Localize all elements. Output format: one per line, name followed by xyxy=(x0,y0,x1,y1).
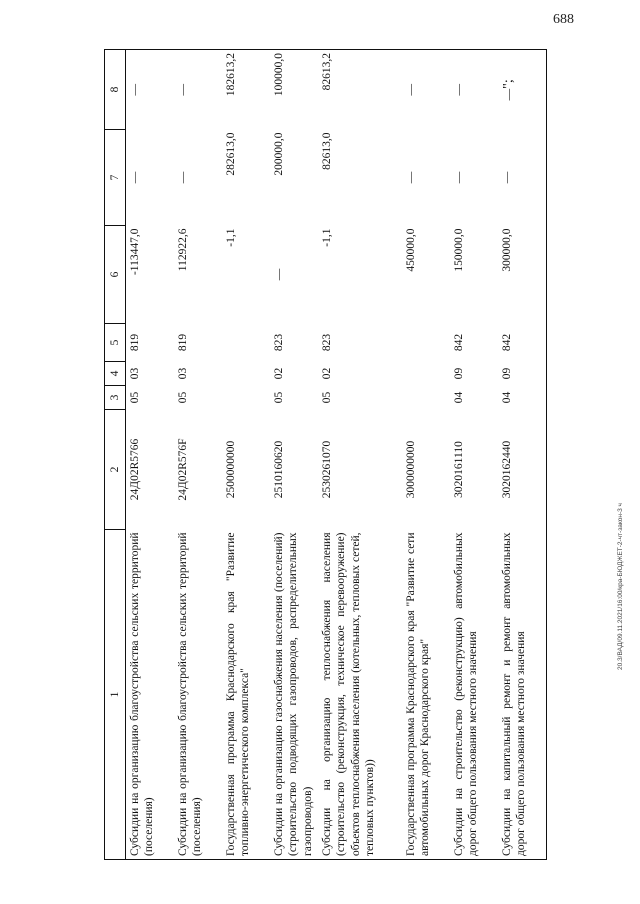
section-code: 05 xyxy=(129,391,141,404)
amount-col7: — xyxy=(498,130,547,226)
amount-col6: — xyxy=(273,268,285,281)
target-code: 2510160620 xyxy=(273,440,285,499)
column-header: 4 xyxy=(105,362,126,386)
page-number: 688 xyxy=(553,12,574,27)
subsection-code xyxy=(402,362,450,386)
section-code: 05 xyxy=(321,391,333,404)
section-code: 05 xyxy=(177,391,189,404)
amount-col7: — xyxy=(177,171,189,184)
table-container xyxy=(104,50,544,860)
amount-col8: 182613,2 xyxy=(222,50,270,130)
section-code xyxy=(402,386,450,410)
amount-col8: 82613,2 xyxy=(318,50,402,130)
amount-col8: — xyxy=(450,50,498,130)
amount-col8: — xyxy=(126,50,175,130)
ministry-code: 842 xyxy=(498,324,547,362)
amount-col7: 282613,0 xyxy=(225,132,237,176)
row-description: Государственная программа Краснодарского края "Развитие сети автомобильных дорог Краснодарского края" xyxy=(402,530,450,860)
table-row xyxy=(126,50,175,860)
amount-col7: — xyxy=(405,171,417,184)
row-description: Субсидии на организацию благоустройства сельских территорий (поселения) xyxy=(174,530,222,860)
amount-col7: 82613,0 xyxy=(321,132,333,170)
section-code: 05 xyxy=(273,391,285,404)
target-code: 3000000000 xyxy=(405,440,417,499)
table-row xyxy=(222,50,270,860)
target-code: 2500000000 xyxy=(225,440,237,499)
column-header: 6 xyxy=(105,226,126,324)
table-row xyxy=(318,50,402,860)
row-description: Субсидии на организацию теплоснабжения населения (строительство (реконструкция, техническое перевооружение) объектов теплоснабжения населения (котельных, тепловых сетей, тепловых пунктов)) xyxy=(318,530,402,860)
column-header: 5 xyxy=(105,324,126,362)
row-description: Субсидии на капитальный ремонт и ремонт автомобильных дорог общего пользования местного значения xyxy=(498,530,547,860)
amount-col6: 112922,6 xyxy=(177,228,189,272)
table-row xyxy=(270,50,318,860)
ministry-code: 819 xyxy=(129,333,141,352)
section-code: 04 xyxy=(453,391,465,404)
table-row xyxy=(498,50,547,860)
ministry-code: 842 xyxy=(453,333,465,352)
table-row xyxy=(174,50,222,860)
ministry-code: 823 xyxy=(273,333,285,352)
subsection-code: 02 xyxy=(273,367,285,380)
document-stamp: 20.3/ВАД/09.11.2021/16:00/кра-БЮДЖЕТ-2-чт-закон-3 ч xyxy=(617,503,624,670)
target-code: 24Д02R576F xyxy=(177,438,189,501)
subsection-code: 02 xyxy=(321,367,333,380)
ministry-code xyxy=(222,324,270,362)
target-code: 24Д02R5766 xyxy=(129,438,141,501)
subsection-code: 03 xyxy=(129,367,141,380)
section-code xyxy=(222,386,270,410)
budget-table xyxy=(104,49,547,860)
amount-col7: — xyxy=(453,171,465,184)
amount-col8-value: — xyxy=(503,88,515,101)
row-description: Субсидии на строительство (реконструкцию) автомобильных дорог общего пользования местного значения xyxy=(450,530,498,860)
target-code: 3020161110 xyxy=(453,441,465,498)
section-code: 04 xyxy=(498,386,547,410)
subsection-code: 03 xyxy=(177,367,189,380)
amount-col6: 300000,0 xyxy=(498,226,547,324)
table-row xyxy=(402,50,450,860)
column-header: 3 xyxy=(105,386,126,410)
amount-col8: — xyxy=(174,50,222,130)
subsection-code xyxy=(222,362,270,386)
subsection-code: 09 xyxy=(498,362,547,386)
target-code: 3020162440 xyxy=(498,410,547,530)
amount-col7: — xyxy=(129,171,141,184)
amount-col6: -1,1 xyxy=(321,228,333,247)
row-description: Субсидии на организацию благоустройства сельских территорий (поселения) xyxy=(126,530,175,860)
amount-col7: 200000,0 xyxy=(273,132,285,176)
ministry-code xyxy=(402,324,450,362)
target-code: 2530261070 xyxy=(321,440,333,499)
amount-col6: -113447,0 xyxy=(129,228,141,276)
amount-col8 xyxy=(498,50,547,130)
column-header: 1 xyxy=(105,530,126,860)
amount-col6: 450000,0 xyxy=(405,228,417,272)
subsection-code: 09 xyxy=(453,367,465,380)
header-row xyxy=(105,50,126,860)
ministry-code: 819 xyxy=(177,333,189,352)
column-header: 2 xyxy=(105,410,126,530)
amount-col8: — xyxy=(402,50,450,130)
amount-col8: 100000,0 xyxy=(270,50,318,130)
amount-col6: 150000,0 xyxy=(453,228,465,272)
amount-col6: -1,1 xyxy=(225,228,237,247)
row-description: Государственная программа Краснодарского края "Развитие топливно-энергетического комплекса" xyxy=(222,530,270,860)
closing-quote-mark: "; xyxy=(501,79,516,89)
column-header: 8 xyxy=(105,50,126,130)
ministry-code: 823 xyxy=(321,333,333,352)
column-header: 7 xyxy=(105,130,126,226)
table-row xyxy=(450,50,498,860)
row-description: Субсидии на организацию газоснабжения населения (поселений) (строительство подводящих газопроводов, распределительных газопроводов) xyxy=(270,530,318,860)
